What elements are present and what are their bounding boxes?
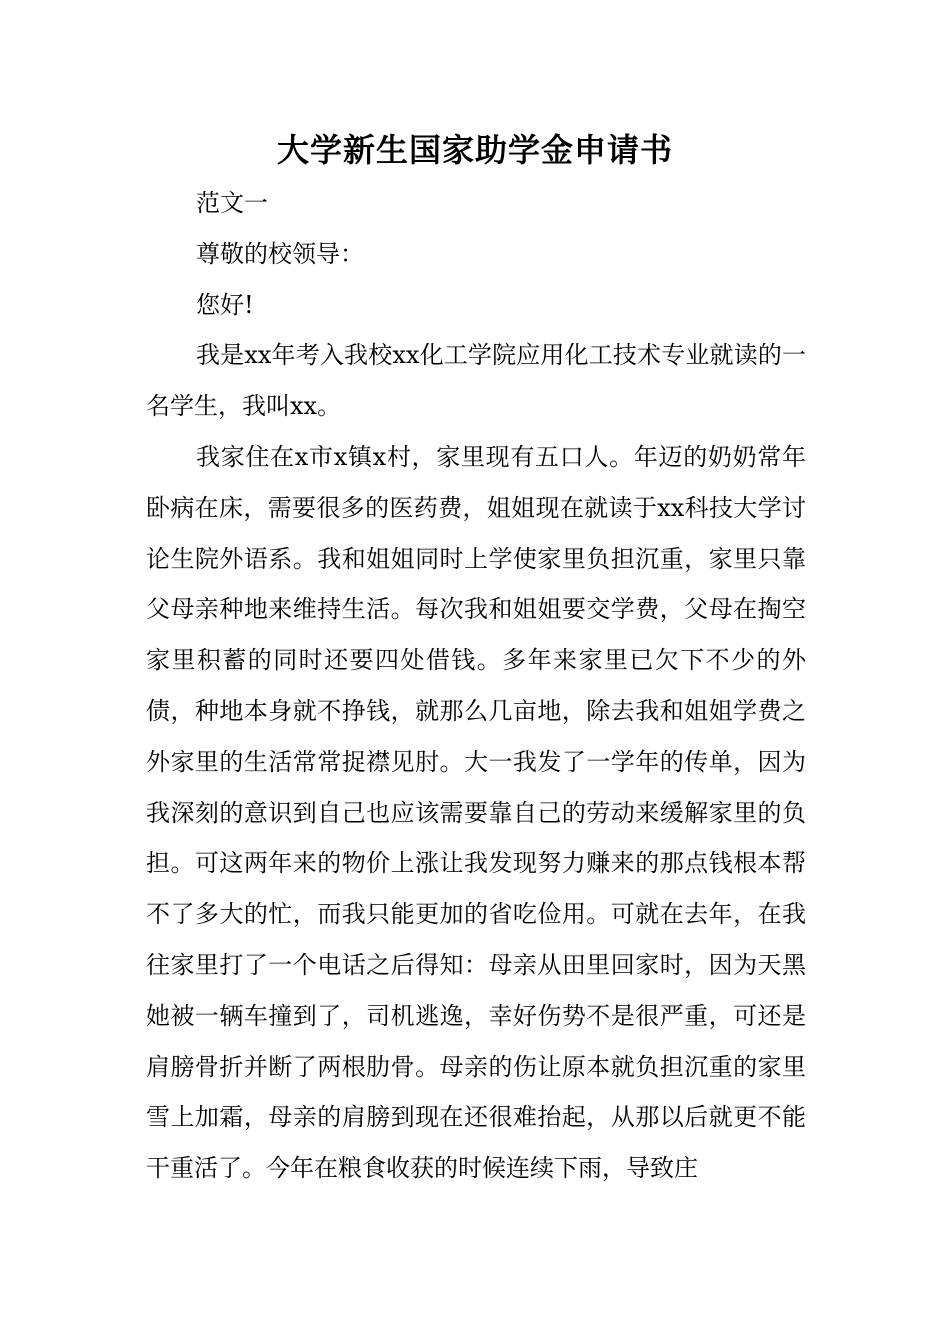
paragraph-hello: 您好! (196, 290, 254, 319)
paragraph-salutation: 尊敬的校领导： (196, 239, 364, 268)
paragraph-introduction: 我是xx年考入我校xx化工学院应用化工技术专业就读的一名学生，我叫xx。 (146, 341, 806, 421)
document-title: 大学新生国家助学金申请书 (276, 131, 673, 169)
paragraph-family-situation: 我家住在x市x镇x村，家里现有五口人。年迈的奶奶常年卧病在床，需要很多的医药费，姐姐现在就读于xx科技大学讨论生院外语系。我和姐姐同时上学使家里负担沉重，家里只靠父母亲种地来维持生活。每次我和姐姐要交学费，父母在掏空家里积蓄的同时还要四处借钱。多年来家里已欠下不少的外债，种地本身就不挣钱，就那么几亩地，除去我和姐姐学费之外家里的生活常常捉襟见肘。大一我发了一学年的传单，因为我深刻的意识到自己也应该需要靠自己的劳动来缓解家里的负担。可这两年来的物价上涨让我发现努力赚来的那点钱根本帮不了多大的忙，而我只能更加的省吃俭用。可就在去年，在我往家里打了一个电话之后得知：母亲从田里回家时，因为天黑她被一辆车撞到了，司机逃逸，幸好伤势不是很严重，可还是肩膀骨折并断了两根肋骨。母亲的伤让原本就负担沉重的家里雪上加霜，母亲的肩膀到现在还很难抬起，从那以后就更不能干重活了。今年在粮食收获的时候连续下雨，导致庄 (146, 442, 806, 1183)
document-body (146, 178, 806, 1194)
paragraph-greeting-label: 范文一 (196, 189, 268, 217)
